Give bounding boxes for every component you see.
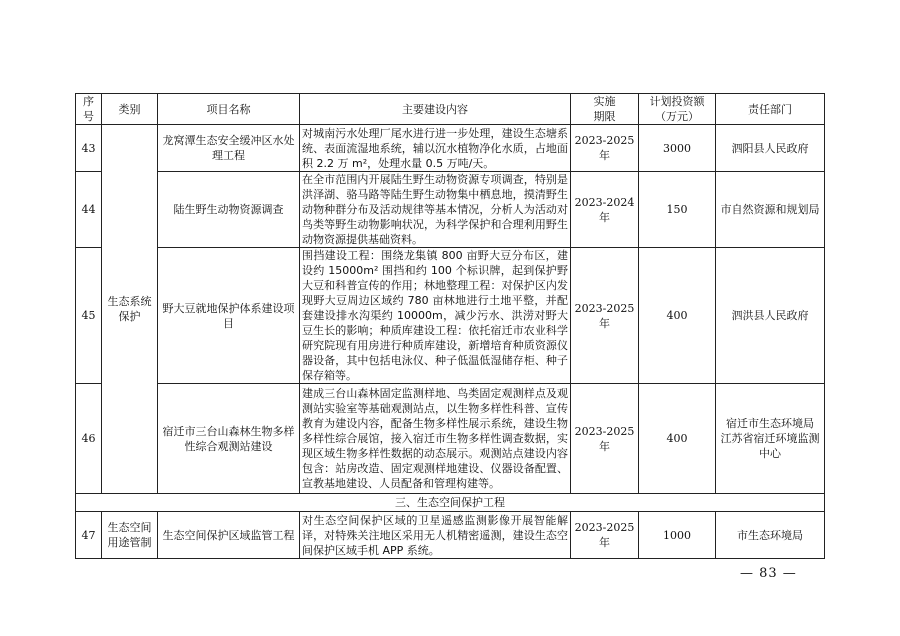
- table-row: [76, 384, 825, 494]
- table-row: [76, 248, 825, 384]
- project-dept: 市生态环境局: [716, 512, 825, 559]
- project-dept: 泗洪县人民政府: [716, 248, 825, 384]
- table-row: [76, 512, 825, 559]
- project-period: 2023-2025 年: [571, 248, 639, 384]
- project-content: 对生态空间保护区域的卫星遥感监测影像开展智能解译，对特殊关注地区采用无人机精密遥测，建设生态空间保护区域手机 APP 系统。: [300, 512, 571, 559]
- section-title: 三、生态空间保护工程: [76, 494, 825, 512]
- project-dept: 市自然资源和规划局: [716, 172, 825, 248]
- row-no: 46: [76, 384, 102, 494]
- project-content: 围挡建设工程：围绕龙集镇 800 亩野大豆分布区，建设约 15000m² 围挡和约 100 个标识牌，起到保护野大豆和科普宣传的作用；林地整理工程：对保护区内发现野大豆周边区域约 780 亩林地进行土地平整，并配套建设排水沟渠约 10000m，减少污水、洪涝对野大豆生长的影响；种质库建设工程：依托宿迁市农业科学研究院现有用房进行种质库建设，新增培育种质资源仪器设备，其中包括电泳仪、种子低温低湿储存柜、种子保存箱等。: [300, 248, 571, 384]
- project-content: 建成三台山森林固定监测样地、鸟类固定观测样点及观测站实验室等基础观测站点，以生物多样性科普、宣传教育为建设内容，配备生物多样性展示系统，建设生物多样性综合展馆，接入宿迁市生物多样性调查数据，实现区域生物多样性数据的动态展示。观测站点建设内容包含：站房改造、固定观测样地建设、仪器设备配置、宣教基地建设、人员配备和管理构建等。: [300, 384, 571, 494]
- category-cell: 生态空间用途管制: [102, 512, 158, 559]
- header-period-line1: 实施: [593, 95, 616, 108]
- row-no: 43: [76, 125, 102, 172]
- project-period: 2023-2025 年: [571, 512, 639, 559]
- page-number: — 83 —: [740, 566, 797, 581]
- header-dept: 责任部门: [716, 94, 825, 125]
- header-period: [571, 94, 639, 125]
- project-content: 在全市范围内开展陆生野生动物资源专项调查，特别是洪泽湖、骆马路等陆生野生动物集中栖息地，摸清野生动物种群分布及活动规律等基本情况，分析人为活动对鸟类等野生动物影响状况，为科学保护和合理利用野生动物资源提供基础资料。: [300, 172, 571, 248]
- project-dept: [716, 384, 825, 494]
- project-name: 宿迁市三台山森林生物多样性综合观测站建设: [158, 384, 300, 494]
- project-invest: 400: [639, 384, 716, 494]
- project-period: 2023-2025 年: [571, 125, 639, 172]
- header-name: 项目名称: [158, 94, 300, 125]
- table-row: [76, 172, 825, 248]
- project-content: 对城南污水处理厂尾水进行进一步处理，建设生态塘系统、表面流湿地系统，辅以沉水植物净化水质，占地面积 2.2 万 m²，处理水量 0.5 万吨/天。: [300, 125, 571, 172]
- header-period-line2: 期限: [593, 110, 616, 123]
- project-name: 生态空间保护区域监管工程: [158, 512, 300, 559]
- row-no: 44: [76, 172, 102, 248]
- header-invest-line2: （万元）: [655, 110, 699, 123]
- project-period: 2023-2025 年: [571, 384, 639, 494]
- project-name: 龙窝潭生态安全缓冲区水处理工程: [158, 125, 300, 172]
- header-invest: [639, 94, 716, 125]
- project-invest: 400: [639, 248, 716, 384]
- project-invest: 3000: [639, 125, 716, 172]
- table-row: [76, 125, 825, 172]
- row-no: 47: [76, 512, 102, 559]
- section-row: [76, 494, 825, 512]
- project-period: 2023-2024 年: [571, 172, 639, 248]
- header-invest-line1: 计划投资额: [649, 95, 705, 108]
- project-invest: 150: [639, 172, 716, 248]
- header-category: 类别: [102, 94, 158, 125]
- header-content: 主要建设内容: [300, 94, 571, 125]
- header-row: [76, 94, 825, 125]
- project-table: [75, 93, 825, 559]
- header-no: 序号: [76, 94, 102, 125]
- row-no: 45: [76, 248, 102, 384]
- project-dept: 泗阳县人民政府: [716, 125, 825, 172]
- project-name: 野大豆就地保护体系建设项目: [158, 248, 300, 384]
- project-dept-line2: 江苏省宿迁环境监测中心: [720, 432, 820, 460]
- project-dept-line1: 宿迁市生态环境局: [726, 417, 814, 430]
- category-cell: 生态系统保护: [102, 125, 158, 494]
- project-invest: 1000: [639, 512, 716, 559]
- project-name: 陆生野生动物资源调查: [158, 172, 300, 248]
